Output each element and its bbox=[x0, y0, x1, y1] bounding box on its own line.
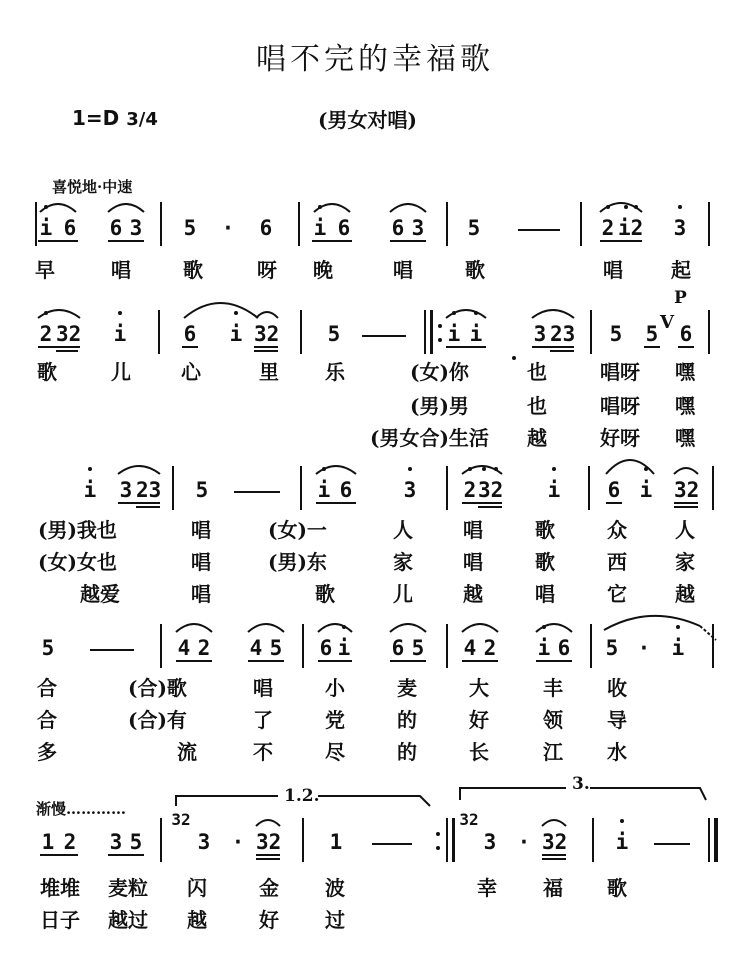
octave-dot bbox=[474, 311, 478, 315]
volta-1-label: 1.2. bbox=[284, 786, 320, 806]
lyric: 越 bbox=[463, 582, 483, 606]
octave-dot bbox=[322, 467, 326, 471]
note: 3 bbox=[533, 322, 547, 346]
slur bbox=[108, 204, 144, 212]
note: 1 bbox=[329, 830, 343, 854]
octave-dot bbox=[624, 205, 628, 209]
note: i bbox=[639, 478, 653, 502]
slur bbox=[316, 466, 356, 474]
octave-dot bbox=[606, 205, 610, 209]
octave-dot bbox=[408, 467, 412, 471]
note: 5 bbox=[183, 216, 197, 240]
lyric: 好 bbox=[469, 708, 489, 732]
lyric: 家 bbox=[675, 550, 695, 574]
note: · bbox=[231, 830, 245, 854]
lyric: 领 bbox=[543, 708, 563, 732]
slur bbox=[674, 468, 698, 474]
note: i bbox=[671, 636, 685, 660]
slur bbox=[390, 204, 426, 212]
note: 5 bbox=[605, 636, 619, 660]
lyric: 唱 bbox=[111, 258, 131, 282]
lyric: 丰 bbox=[543, 676, 563, 700]
lyric: 晚 bbox=[313, 258, 333, 282]
note: 4 bbox=[463, 636, 477, 660]
lyric: 也 bbox=[527, 360, 547, 384]
lyric: (合)有 bbox=[128, 708, 187, 732]
lyric: 小 bbox=[325, 676, 345, 700]
note: 3 bbox=[483, 830, 497, 854]
lyric: 福 bbox=[543, 876, 563, 900]
lyric: 儿 bbox=[393, 582, 413, 606]
note: 32 bbox=[254, 322, 280, 346]
note: 3 bbox=[197, 830, 211, 854]
note: 5 bbox=[41, 636, 55, 660]
note: 3 bbox=[673, 216, 687, 240]
note: 23 bbox=[550, 322, 576, 346]
lyric: 人 bbox=[675, 518, 695, 542]
lyric: 党 bbox=[325, 708, 345, 732]
lyric: 嘿 bbox=[675, 360, 695, 384]
lyric: (女)你 bbox=[410, 360, 469, 384]
lyric: 的 bbox=[397, 740, 417, 764]
lyric: 越 bbox=[187, 908, 207, 932]
lyric: 呀 bbox=[257, 258, 277, 282]
note: i bbox=[615, 830, 629, 854]
page-title: 唱不完的幸福歌 bbox=[256, 42, 494, 77]
slur bbox=[318, 624, 352, 632]
octave-dot bbox=[620, 819, 624, 823]
lyric: 唱 bbox=[393, 258, 413, 282]
lyric: 心 bbox=[181, 360, 201, 384]
lyric: 唱 bbox=[191, 518, 211, 542]
lyric: 多 bbox=[37, 740, 57, 764]
note: i bbox=[229, 322, 243, 346]
octave-dot bbox=[678, 205, 682, 209]
lyric: 不 bbox=[253, 740, 273, 764]
note: 2 bbox=[463, 478, 477, 502]
lyric: 合 bbox=[37, 708, 57, 732]
note: · bbox=[637, 636, 651, 660]
note: 5 bbox=[467, 216, 481, 240]
lyric: 合 bbox=[37, 676, 57, 700]
note: 32 bbox=[674, 478, 700, 502]
note: i bbox=[337, 636, 351, 660]
note: i2 bbox=[618, 216, 644, 240]
slur bbox=[542, 820, 566, 826]
octave-dot bbox=[88, 467, 92, 471]
lyric: (女)女也 bbox=[38, 550, 117, 574]
lyric: 堆堆 bbox=[40, 876, 80, 900]
lyric: 麦 bbox=[397, 676, 417, 700]
note: 6 bbox=[557, 636, 571, 660]
performance-note: (男女对唱) bbox=[318, 108, 417, 132]
lyric: 歌 bbox=[183, 258, 203, 282]
octave-dot bbox=[468, 467, 472, 471]
note: 5 bbox=[129, 830, 143, 854]
slur bbox=[248, 624, 284, 632]
slur bbox=[184, 303, 258, 318]
lyric: 起 bbox=[671, 258, 691, 282]
slur bbox=[536, 624, 572, 632]
lyric: 水 bbox=[607, 740, 627, 764]
lyric: 西 bbox=[607, 550, 627, 574]
note: 2 bbox=[197, 636, 211, 660]
note: 6 bbox=[63, 216, 77, 240]
octave-dot bbox=[44, 311, 48, 315]
note: 4 bbox=[177, 636, 191, 660]
lyric: 好呀 bbox=[600, 426, 640, 450]
octave-dot bbox=[482, 467, 486, 471]
note: 4 bbox=[249, 636, 263, 660]
lyric: 唱 bbox=[463, 518, 483, 542]
note: 3 bbox=[109, 830, 123, 854]
lyric: 嘿 bbox=[675, 394, 695, 418]
note: 32 bbox=[171, 810, 191, 829]
slur bbox=[118, 466, 160, 474]
lyric: 唱 bbox=[535, 582, 555, 606]
lyric: 歌 bbox=[465, 258, 485, 282]
lyric: 里 bbox=[259, 360, 279, 384]
note: 3 bbox=[119, 478, 133, 502]
lyric: 越爱 bbox=[80, 582, 120, 606]
note: i bbox=[313, 216, 327, 240]
lyric: (合)歌 bbox=[128, 676, 187, 700]
octave-dot bbox=[234, 311, 238, 315]
note: 5 bbox=[269, 636, 283, 660]
octave-dot bbox=[494, 467, 498, 471]
volta-1-bracket bbox=[176, 796, 430, 806]
lyric: 唱 bbox=[463, 550, 483, 574]
lyric: 嘿 bbox=[675, 426, 695, 450]
note: i bbox=[469, 322, 483, 346]
slur bbox=[256, 820, 280, 826]
note: 6 bbox=[391, 636, 405, 660]
note: 3 bbox=[403, 478, 417, 502]
octave-dot bbox=[342, 625, 346, 629]
slur bbox=[532, 310, 574, 318]
lyric: 越过 bbox=[108, 908, 148, 932]
note: 1 bbox=[41, 830, 55, 854]
octave-dot bbox=[552, 467, 556, 471]
lyric: 过 bbox=[325, 908, 345, 932]
lyric: 众 bbox=[607, 518, 627, 542]
lyric: (女)一 bbox=[268, 518, 327, 542]
note: 6 bbox=[339, 478, 353, 502]
note: 2 bbox=[483, 636, 497, 660]
tie-hook bbox=[700, 626, 716, 640]
note: 5 bbox=[195, 478, 209, 502]
note: 5 bbox=[609, 322, 623, 346]
lyric: 好 bbox=[259, 908, 279, 932]
slur bbox=[390, 624, 426, 632]
slur bbox=[606, 460, 654, 474]
note: i bbox=[547, 478, 561, 502]
lyric: 唱 bbox=[253, 676, 273, 700]
slur bbox=[604, 616, 700, 630]
note: 23 bbox=[136, 478, 162, 502]
lyric: 越 bbox=[675, 582, 695, 606]
note: i bbox=[537, 636, 551, 660]
note: 32 bbox=[478, 478, 504, 502]
note: 3 bbox=[129, 216, 143, 240]
note: 32 bbox=[56, 322, 82, 346]
lyric: 越 bbox=[527, 426, 547, 450]
note: 6 bbox=[391, 216, 405, 240]
lyric: 歌 bbox=[315, 582, 335, 606]
note: 5 bbox=[327, 322, 341, 346]
note: · bbox=[517, 830, 531, 854]
note: 6 bbox=[319, 636, 333, 660]
note: 3 bbox=[411, 216, 425, 240]
lyric: 乐 bbox=[325, 360, 345, 384]
note: i bbox=[113, 322, 127, 346]
lyric: 歌 bbox=[37, 360, 57, 384]
note: 2 bbox=[601, 216, 615, 240]
note: 6 bbox=[183, 322, 197, 346]
note: 32 bbox=[542, 830, 568, 854]
lyric: 大 bbox=[469, 676, 489, 700]
note: 6 bbox=[607, 478, 621, 502]
note: 32 bbox=[459, 810, 479, 829]
slur bbox=[176, 624, 212, 632]
lyric: 歌 bbox=[607, 876, 627, 900]
lyric: (男)东 bbox=[268, 550, 327, 574]
lyric: 唱呀 bbox=[600, 360, 640, 384]
lyric: (男)我也 bbox=[38, 518, 117, 542]
lyric: 唱 bbox=[603, 258, 623, 282]
octave-dot bbox=[44, 205, 48, 209]
lyric: 波 bbox=[325, 876, 345, 900]
octave-dot bbox=[452, 311, 456, 315]
lyric: 的 bbox=[397, 708, 417, 732]
lyric: 尽 bbox=[325, 740, 345, 764]
lyric: 唱 bbox=[191, 582, 211, 606]
slur bbox=[446, 310, 486, 318]
lyric: 早 bbox=[35, 258, 55, 282]
lyric: 闪 bbox=[187, 876, 207, 900]
note: i bbox=[83, 478, 97, 502]
lyric: 江 bbox=[543, 740, 563, 764]
note: 2 bbox=[39, 322, 53, 346]
lyric: 了 bbox=[253, 708, 273, 732]
note: i bbox=[39, 216, 53, 240]
note: i bbox=[447, 322, 461, 346]
note: 6 bbox=[259, 216, 273, 240]
note: · bbox=[221, 216, 235, 240]
time-signature: 3/4 bbox=[126, 109, 158, 130]
note: 2 bbox=[63, 830, 77, 854]
lyric: 人 bbox=[393, 518, 413, 542]
lyric: 金 bbox=[259, 876, 279, 900]
lyric: 也 bbox=[527, 394, 547, 418]
lyric: 它 bbox=[607, 582, 627, 606]
note: 6 bbox=[337, 216, 351, 240]
lyric: (男)男 bbox=[410, 394, 469, 418]
lyric: 幸 bbox=[477, 876, 497, 900]
note: 5 bbox=[411, 636, 425, 660]
volta-2-bracket bbox=[460, 788, 706, 800]
octave-dot bbox=[634, 205, 638, 209]
slur bbox=[462, 624, 498, 632]
key-signature: 1=D 3/4 bbox=[72, 106, 158, 130]
lyric: 导 bbox=[607, 708, 627, 732]
octave-dot bbox=[542, 625, 546, 629]
lyric: 歌 bbox=[535, 518, 555, 542]
lyric: 唱 bbox=[191, 550, 211, 574]
octave-dot bbox=[318, 205, 322, 209]
lyric: 歌 bbox=[535, 550, 555, 574]
octave-dot bbox=[644, 467, 648, 471]
slur bbox=[256, 312, 278, 318]
lyric: 日子 bbox=[40, 908, 80, 932]
breath-mark: V bbox=[660, 312, 674, 333]
volta-2-label: 3. bbox=[572, 774, 590, 794]
dynamic-mark: P bbox=[674, 288, 687, 308]
octave-dot bbox=[118, 311, 122, 315]
tempo-marking: 喜悦地·中速 bbox=[52, 178, 133, 196]
lyric: 长 bbox=[469, 740, 489, 764]
lyric: 唱呀 bbox=[600, 394, 640, 418]
note: 6 bbox=[679, 322, 693, 346]
lyric: 家 bbox=[393, 550, 413, 574]
lyric: 收 bbox=[607, 676, 627, 700]
lyric: (男女合)生活 bbox=[370, 426, 489, 450]
note: 32 bbox=[256, 830, 282, 854]
note: 6 bbox=[109, 216, 123, 240]
note: i bbox=[317, 478, 331, 502]
note: 5 bbox=[645, 322, 659, 346]
lyric: 流 bbox=[177, 740, 197, 764]
lyric: 儿 bbox=[111, 360, 131, 384]
lyric: 麦粒 bbox=[108, 876, 148, 900]
tempo-end-marking: 渐慢………… bbox=[36, 800, 127, 818]
octave-dot bbox=[676, 625, 680, 629]
